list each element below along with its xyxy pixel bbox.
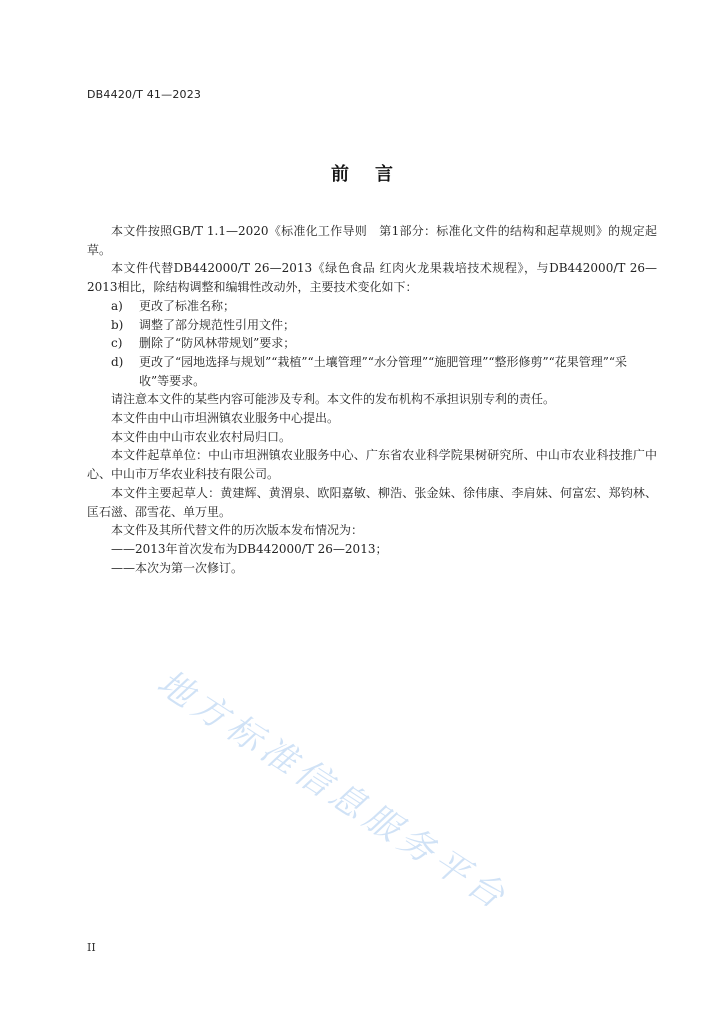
paragraph-drafting-rules: 本文件按照GB/T 1.1—2020《标准化工作导则 第1部分：标准化文件的结构和起草规则》的规定起草。: [87, 224, 657, 257]
paragraph-drafting-units: 本文件起草单位：中山市坦洲镇农业服务中心、广东省农业科学院果树研究所、中山市农业科技推广中心、中山市万华农业科技有限公司。: [87, 448, 657, 482]
list-marker: d): [111, 354, 124, 369]
list-item-text: 调整了部分规范性引用文件；: [139, 317, 296, 332]
list-item: [87, 334, 657, 353]
document-body: [87, 222, 657, 577]
list-marker: a): [111, 298, 123, 313]
page-title: 前言: [331, 164, 419, 185]
list-item-text: 删除了“防风林带规划”要求；: [139, 336, 296, 351]
paragraph-replacement: 本文件代替DB442000/T 26—2013《绿色食品 红肉火龙果栽培技术规程》，与DB442000/T 26—2013相比，除结构调整和编辑性改动外，主要技术变化如下：: [87, 261, 657, 295]
paragraph-drafters: 本文件主要起草人：黄建辉、黄渭泉、欧阳嘉敏、柳浩、张金妹、徐伟康、李肩妹、何富宏、郑钧林、匡石滋、邵雪花、单万里。: [87, 485, 657, 519]
paragraph-patent-notice: 请注意本文件的某些内容可能涉及专利。本文件的发布机构不承担识别专利的责任。: [111, 392, 556, 407]
list-item-text: 更改了标准名称；: [139, 298, 236, 313]
watermark-text: 地方标准信息服务平台: [149, 662, 516, 920]
list-item: [87, 353, 657, 390]
list-marker: c): [111, 336, 123, 351]
list-item: [87, 316, 657, 335]
history-item: ——本次为第一次修订。: [111, 560, 244, 575]
document-code: DB4420/T 41—2023: [87, 88, 202, 101]
paragraph-proposer: 本文件由中山市坦洲镇农业服务中心提出。: [111, 411, 340, 426]
paragraph-history-intro: 本文件及其所代替文件的历次版本发布情况为：: [111, 523, 364, 538]
history-item: ——2013年首次发布为DB442000/T 26—2013；: [111, 541, 388, 556]
page-number: II: [87, 941, 96, 954]
list-item-text: 更改了“园地选择与规划”“栽植”“土壤管理”“水分管理”“施肥管理”“整形修剪”“花果管理”“采收”等要求。: [139, 354, 628, 388]
paragraph-administrator: 本文件由中山市农业农村局归口。: [111, 429, 292, 444]
list-marker: b): [111, 317, 124, 332]
list-item: [87, 297, 657, 316]
